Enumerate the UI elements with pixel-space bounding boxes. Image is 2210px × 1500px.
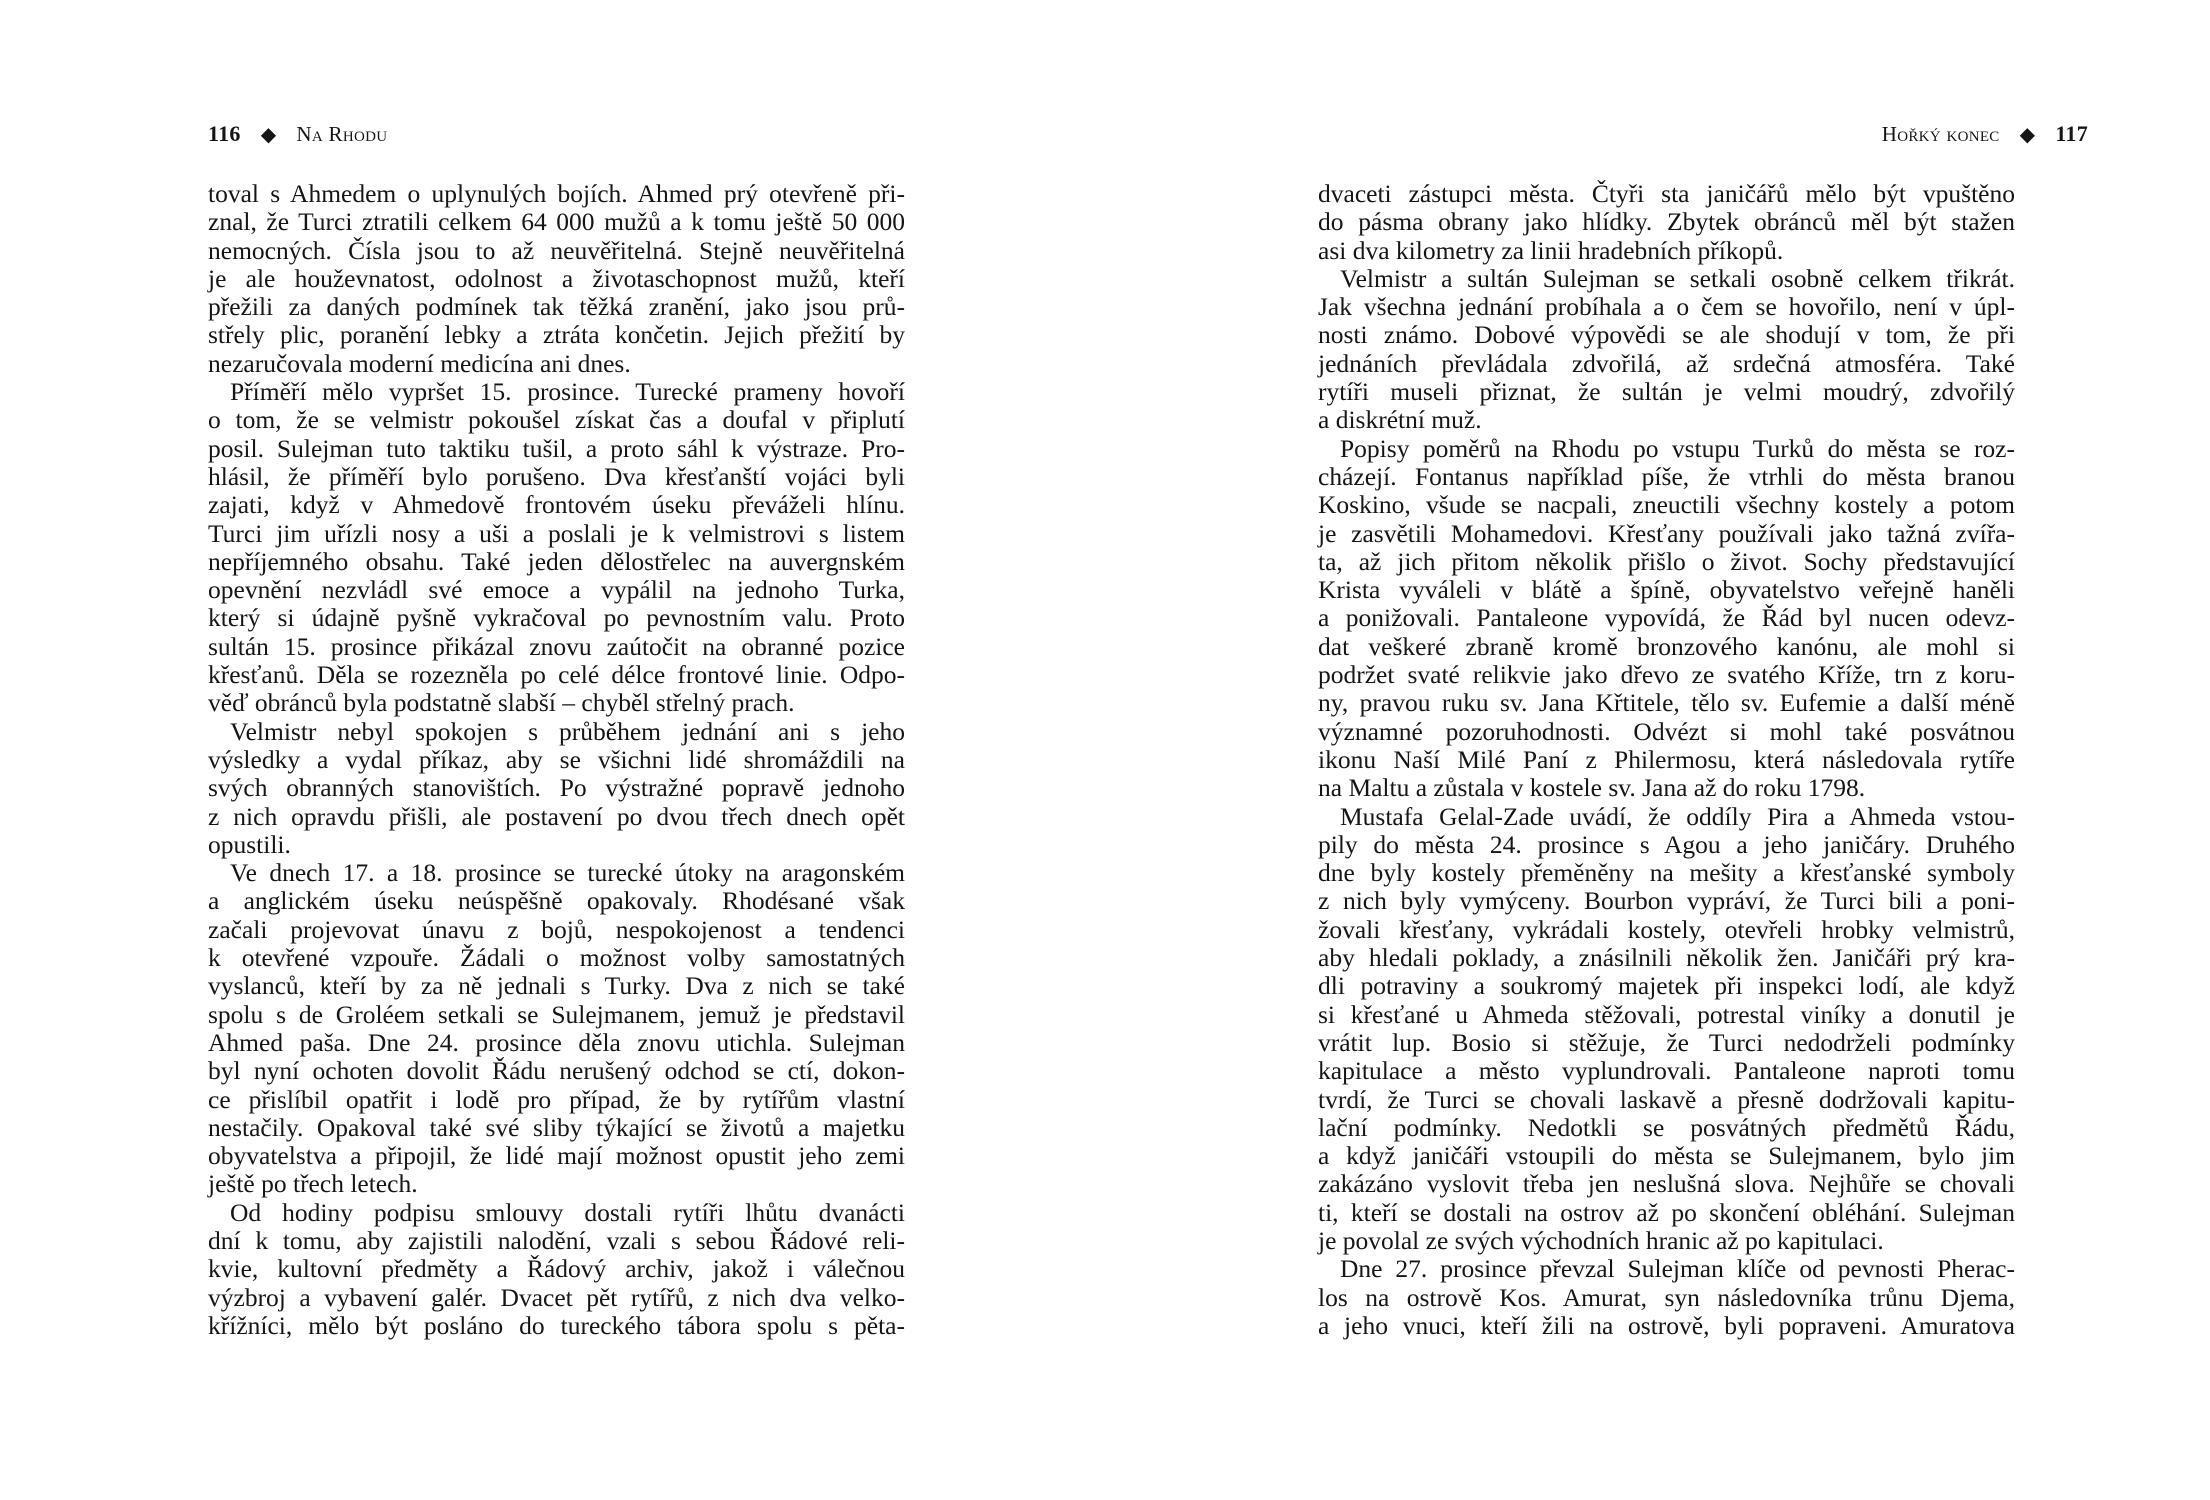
- text-line: Koskino, všude se nacpali, zneuctili všechny kostely a potom: [1318, 490, 2015, 520]
- text-line: významné pozoruhodnosti. Odvézt si mohl také posvátnou: [1318, 716, 2015, 746]
- text-line: obyvatelstva a připojil, že lidé mají možnost opustit jeho zemi: [208, 1141, 905, 1171]
- text-line: začali projevovat únavu z bojů, nespokojenost a tendenci: [208, 914, 905, 944]
- text-line: ještě po třech letech.: [208, 1169, 418, 1199]
- running-head-right: [1882, 118, 2088, 150]
- text-line: Velmistr a sultán Sulejman se setkali osobně celkem třikrát.: [1340, 263, 2015, 293]
- text-line: Krista vyváleli v blátě a špíně, obyvatelstvo veřejně haněli: [1318, 575, 2015, 605]
- text-line: z nich byly vymýceny. Bourbon vypráví, že Turci bili a poni-: [1318, 886, 2015, 916]
- text-line: výzbroj a vybavení galér. Dvacet pět rytířů, z nich dva velko-: [208, 1282, 905, 1312]
- text-line: Turci jim uřízli nosy a uši a poslali je k velmistrovi s listem: [208, 518, 905, 548]
- text-line: svých obranných stanovištích. Po výstražné popravě jednoho: [208, 773, 905, 803]
- text-line: spolu s de Groléem setkali se Sulejmanem, jemuž je představil: [208, 999, 905, 1029]
- text-line: a ponižovali. Pantaleone vypovídá, že Řád byl nucen odevz-: [1318, 603, 2015, 633]
- text-line: křesťanů. Děla se rozezněla po celé délce frontové linie. Odpo-: [208, 660, 905, 690]
- text-line: Velmistr nebyl spokojen s průběhem jednání ani s jeho: [230, 716, 905, 746]
- text-line: ce přislíbil opatřit i lodě pro případ, že by rytířům vlastní: [208, 1084, 905, 1114]
- text-line: Příměří mělo vypršet 15. prosince. Turecké prameny hovoří: [230, 377, 905, 407]
- body-text: [1318, 180, 2015, 1340]
- text-line: ikonu Naší Milé Paní z Philermosu, která následovala rytíře: [1318, 744, 2015, 774]
- text-line: dat veškeré zbraně kromě bronzového kanónu, ale mohl si: [1318, 631, 2015, 661]
- text-line: je zasvětili Mohamedovi. Křesťany používali jako tažná zvířa-: [1318, 518, 2015, 548]
- text-line: dvaceti zástupci města. Čtyři sta janičářů mělo být vpuštěno: [1318, 179, 2015, 208]
- text-line: opustili.: [208, 829, 291, 859]
- text-line: žovali křesťany, vykrádali kostely, otevřeli hrobky velmistrů,: [1318, 914, 2015, 944]
- text-line: Popisy poměrů na Rhodu po vstupu Turků do města se roz-: [1340, 433, 2015, 463]
- text-line: věď obránců byla podstatně slabší – chyběl střelný prach.: [208, 688, 795, 718]
- text-line: Od hodiny podpisu smlouvy dostali rytíři lhůtu dvanácti: [230, 1197, 905, 1227]
- text-line: sultán 15. prosince přikázal znovu zaútočit na obranné pozice: [208, 631, 905, 661]
- text-line: asi dva kilometry za linii hradebních příkopů.: [1318, 235, 1784, 265]
- running-title: Na Rhodu: [296, 121, 388, 146]
- text-line: ti, kteří se dostali na ostrov až po skončení obléhání. Sulejman: [1318, 1197, 2015, 1227]
- body-text: [208, 180, 905, 1340]
- text-line: k otevřené vzpouře. Žádali o možnost volby samostatných: [208, 943, 905, 973]
- text-line: los na ostrově Kos. Amurat, syn následovníka trůnu Djema,: [1318, 1282, 2015, 1312]
- text-line: Dne 27. prosince převzal Sulejman klíče od pevnosti Pherac-: [1340, 1254, 2015, 1284]
- text-line: hlásil, že příměří bylo porušeno. Dva křesťanští vojáci byli: [208, 461, 905, 491]
- text-line: Mustafa Gelal-Zade uvádí, že oddíly Pira a Ahmeda vstou-: [1340, 801, 2015, 831]
- text-line: opevnění nezvládl své emoce a vypálil na jednoho Turka,: [208, 575, 905, 605]
- text-line: a diskrétní muž.: [1318, 405, 1482, 435]
- running-title: Hořký konec: [1881, 121, 2000, 146]
- text-line: a anglickém úseku neúspěšně opakovaly. Rhodésané však: [208, 886, 905, 916]
- text-line: nemocných. Čísla jsou to až neuvěřitelná. Stejně neuvěřitelná: [208, 235, 905, 265]
- text-line: který si údajně pyšně vykračoval po pevnostním valu. Proto: [208, 603, 905, 633]
- text-line: byl nyní ochoten dovolit Řádu nerušený odchod se ctí, dokon-: [208, 1056, 905, 1086]
- text-line: znal, že Turci ztratili celkem 64 000 mužů a k tomu ještě 50 000: [208, 207, 905, 237]
- text-line: vyslanců, kteří by za ně jednali s Turky. Dva z nich se také: [208, 971, 905, 1001]
- text-line: dní k tomu, aby zajistili nalodění, vzali s sebou Řádové reli-: [208, 1225, 905, 1255]
- text-line: tvrdí, že Turci se chovali laskavě a přesně dodržovali kapitu-: [1318, 1084, 2015, 1114]
- text-line: toval s Ahmedem o uplynulých bojích. Ahmed prý otevřeně při-: [208, 179, 905, 208]
- text-line: výsledky a vydal příkaz, aby se všichni lidé shromáždili na: [208, 744, 905, 774]
- text-line: je povolal ze svých východních hranic až po kapitulaci.: [1318, 1225, 1884, 1255]
- text-line: nestačily. Opakoval také své sliby týkající se životů a majetku: [208, 1112, 905, 1142]
- text-line: do pásma obrany jako hlídky. Zbytek obránců měl být stažen: [1318, 207, 2015, 237]
- text-line: Ve dnech 17. a 18. prosince se turecké útoky na aragonském: [230, 858, 905, 888]
- text-line: vrátit lup. Bosio si stěžuje, že Turci nedodrželi podmínky: [1318, 1027, 2015, 1057]
- text-line: a jeho vnuci, kteří žili na ostrově, byli popraveni. Amuratova: [1318, 1310, 2015, 1340]
- running-head-left: [208, 118, 387, 150]
- text-line: křížníci, mělo být posláno do tureckého tábora spolu s pěta-: [208, 1310, 905, 1340]
- text-line: přežili za daných podmínek tak těžká zranění, jako jsou prů-: [208, 292, 905, 322]
- text-line: kvie, kultovní předměty a Řádový archiv, jakož i válečnou: [208, 1254, 905, 1284]
- text-line: ta, až jich přitom několik přišlo o život. Sochy představující: [1318, 546, 2015, 576]
- text-line: na Maltu a zůstala v kostele sv. Jana až do roku 1798.: [1318, 773, 1866, 803]
- text-line: o tom, že se velmistr pokoušel získat čas a doufal v připlutí: [208, 405, 905, 435]
- page-number: 117: [2055, 121, 2088, 146]
- text-line: ny, pravou ruku sv. Jana Křtitele, tělo sv. Eufemie a další méně: [1318, 688, 2015, 718]
- text-line: Jak všechna jednání probíhala a o čem se hovořilo, není v úpl-: [1318, 292, 2015, 322]
- text-line: si křesťané u Ahmeda stěžovali, potrestal viníky a donutil je: [1318, 999, 2015, 1029]
- text-line: lační podmínky. Nedotkli se posvátných předmětů Řádu,: [1318, 1112, 2015, 1142]
- text-line: posil. Sulejman tuto taktiku tušil, a proto sáhl k výstraze. Pro-: [208, 433, 905, 463]
- page-number: 116: [208, 121, 241, 146]
- text-line: aby hledali poklady, a znásilnili několik žen. Janičáři prý kra-: [1318, 943, 2015, 973]
- text-line: cházejí. Fontanus například píše, že vtrhli do města branou: [1318, 461, 2015, 491]
- text-line: dli potraviny a soukromý majetek při inspekci lodí, ale když: [1318, 971, 2015, 1001]
- text-line: nezaručovala moderní medicína ani dnes.: [208, 348, 631, 378]
- text-line: z nich opravdu přišli, ale postavení po dvou třech dnech opět: [208, 801, 905, 831]
- diamond-ornament-icon: ◆: [2019, 123, 2036, 146]
- text-line: zajati, když v Ahmedově frontovém úseku převáželi hlínu.: [208, 490, 905, 520]
- text-line: rytíři museli přiznat, že sultán je velmi moudrý, zdvořilý: [1318, 377, 2015, 407]
- text-line: a když janičáři vstoupili do města se Sulejmanem, bylo jim: [1318, 1141, 2015, 1171]
- text-line: kapitulace a město vyplundrovali. Pantaleone naproti tomu: [1318, 1056, 2015, 1086]
- text-line: pily do města 24. prosince s Agou a jeho janičáry. Druhého: [1318, 829, 2015, 859]
- text-line: střely plic, poranění lebky a ztráta končetin. Jejich přežití by: [208, 320, 905, 350]
- text-line: Ahmed paša. Dne 24. prosince děla znovu utichla. Sulejman: [208, 1027, 905, 1057]
- text-line: nepříjemného obsahu. Také jeden dělostřelec na auvergnském: [208, 546, 905, 576]
- text-line: podržet svaté relikvie jako dřevo ze svatého Kříže, trn z koru-: [1318, 660, 2015, 690]
- text-line: nosti známo. Dobové výpovědi se ale shodují v tom, že při: [1318, 320, 2015, 350]
- diamond-ornament-icon: ◆: [260, 123, 277, 146]
- text-line: zakázáno vyslovit třeba jen neslušná slova. Nejhůře se chovali: [1318, 1169, 2015, 1199]
- text-line: dne byly kostely přeměněny na mešity a křesťanské symboly: [1318, 858, 2015, 888]
- text-line: je ale houževnatost, odolnost a životaschopnost mužů, kteří: [208, 263, 905, 293]
- right-page: [1105, 0, 2210, 1500]
- text-line: jednáních převládala zdvořilá, až srdečná atmosféra. Také: [1318, 348, 2015, 378]
